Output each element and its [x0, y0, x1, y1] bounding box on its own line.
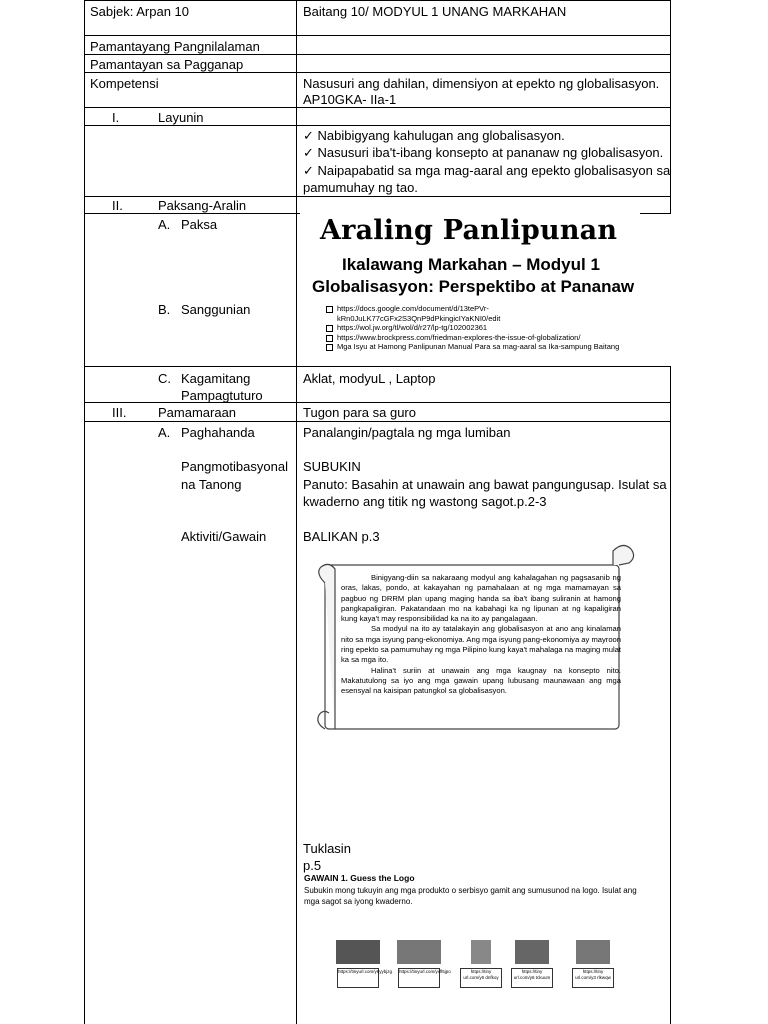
subsection-a-number: A. — [158, 217, 171, 232]
tuklasin-label: Tuklasin — [303, 841, 351, 856]
subsection-b-number: B. — [158, 302, 171, 317]
row-line — [84, 35, 671, 36]
motivation-label-continued: na Tanong — [181, 477, 242, 492]
competency-text: Nasusuri ang dahilan, dimensiyon at epekto ng globalisasyon. — [303, 76, 660, 91]
passage-paragraph: Sa modyul na ito ay tatalakayin ang globalisasyon at ano ang kinalaman nito sa mga isyung pang-ekonomiya. Ang mga isyung pang-ekonomiya ay mayroon ring epekto sa pamumuhay ng mga Pilipino kung kaya't mahalaga na maging mulat ka sa mga ito. — [341, 624, 621, 665]
objective-item: ✓ Nasusuri iba't-ibang konsepto at pananaw ng globalisasyon. — [303, 145, 664, 160]
table-left-border — [84, 0, 85, 1024]
logo-item-4 — [509, 940, 555, 988]
gawain-instructions: Subukin mong tukuyin ang mga produkto o serbisyo gamit ang sumusunod na logo. Isulat ang — [304, 886, 637, 895]
logo-item-5 — [570, 940, 616, 988]
banner-quarter-module: Ikalawang Markahan – Modyul 1 — [342, 255, 600, 274]
grade-module-label: Baitang 10/ MODYUL 1 UNANG MARKAHAN — [303, 4, 567, 19]
logo-link-label: https://tiny url.com/y3 rlkwqw — [572, 968, 614, 988]
logo-item-3 — [458, 940, 504, 988]
table-right-border-bottom — [670, 366, 671, 1024]
reference-list — [324, 304, 619, 352]
subject-label: Sabjek: Arpan 10 — [90, 4, 190, 19]
reference-item-continued[interactable]: kRn0JuLK77cGFx2S3QnP9dPkingicIYaKNI0/edit — [337, 313, 501, 323]
row-line — [84, 366, 671, 367]
objective-item: ✓ Naipapabatid sa mga mag-aaral ang epekto globalisasyon sa — [303, 163, 671, 178]
reference-item: Mga Isyu at Hamong Panlipunan Manual Para sa mag-aaral sa Ika-sampung Baitang — [324, 342, 619, 352]
subsection-c-number: C. — [158, 371, 171, 386]
banner-topic: Globalisasyon: Perspektibo at Pananaw — [312, 277, 635, 296]
performance-standard-label: Pamantayan sa Pagganap — [90, 57, 244, 72]
preparation-value: Panalangin/pagtala ng mga lumiban — [303, 425, 511, 440]
section-2-number: II. — [112, 198, 123, 213]
tuklasin-page: p.5 — [303, 858, 322, 873]
logo-link-label: https://tinyurl.com/y8yybjzg — [337, 968, 379, 988]
subukin-heading: SUBUKIN — [303, 459, 361, 474]
gawain-instructions-continued: mga sagot sa iyong kwaderno. — [304, 897, 413, 906]
materials-label-continued: Pampagtuturo — [181, 388, 263, 403]
panuto-text-continued: kwaderno ang titik ng wastong sagot.p.2-3 — [303, 494, 547, 509]
preparation-label: Paghahanda — [181, 425, 255, 440]
activity-label: Aktiviti/Gawain — [181, 529, 267, 544]
logo-image — [397, 940, 441, 964]
panuto-text: Panuto: Basahin at unawain ang bawat pangungusap. Isulat sa — [303, 477, 667, 492]
balikan-passage — [341, 573, 621, 697]
section-1-label: Layunin — [158, 110, 204, 125]
logo-image — [336, 940, 380, 964]
row-line — [84, 402, 671, 403]
reference-item[interactable]: https://www.brockpress.com/friedman-explores-the-issue-of-globalization/ — [324, 333, 619, 343]
competency-code: AP10GKA- IIa-1 — [303, 92, 397, 107]
reference-item[interactable]: https://wol.jw.org/tl/wol/d/r27/lp-tg/102002361 — [324, 323, 619, 333]
logo-item-1 — [335, 940, 393, 988]
logo-image — [515, 940, 549, 964]
logo-item-2 — [396, 940, 451, 988]
banner-title: Araling Panlipunan — [320, 215, 618, 246]
logo-link-label: https://tiny url.com/y6 tckuum — [511, 968, 553, 988]
logo-image — [471, 940, 491, 964]
references-label: Sanggunian — [181, 302, 251, 317]
section-2-label: Paksang-Aralin — [158, 198, 247, 213]
materials-label: Kagamitang — [181, 371, 251, 386]
objective-item-continued: pamumuhay ng tao. — [303, 180, 418, 195]
row-line — [84, 421, 671, 422]
table-column-divider — [296, 0, 297, 1024]
motivation-label: Pangmotibasyonal — [181, 459, 288, 474]
teacher-response-header: Tugon para sa guro — [303, 405, 416, 420]
reference-item[interactable]: https://docs.google.com/document/d/13tePVr- — [324, 304, 619, 314]
section-1-number: I. — [112, 110, 120, 125]
materials-value: Aklat, modyuL , Laptop — [303, 371, 436, 386]
section-3-number: III. — [112, 405, 127, 420]
objective-item: ✓ Nabibigyang kahulugan ang globalisasyon. — [303, 128, 565, 143]
section-3-label: Pamamaraan — [158, 405, 237, 420]
subsection-a-number: A. — [158, 425, 171, 440]
logo-link-label: https://tiny url.com/y6 dnfkoy — [460, 968, 502, 988]
passage-paragraph: Halina't suriin at unawain ang mga kaugnay na konsepto nito. Makatutulong sa iyo ang mga gawain upang lubusang maunawaan ang mga esensyal na kaisipan patungkol sa globalisasyon. — [341, 665, 621, 696]
row-line — [84, 0, 671, 1]
gawain-title: GAWAIN 1. Guess the Logo — [304, 873, 415, 883]
gawain-activity — [304, 873, 644, 907]
competency-label: Kompetensi — [90, 76, 159, 91]
topic-label: Paksa — [181, 217, 218, 232]
passage-paragraph: Binigyang-diin sa nakaraang modyul ang kahalagahan ng pagsasanib ng oras, lakas, pondo, at kakayahan ng pamahalaan at ng mga mamamayan sa pagbuo ng DRRM plan upang maging handa sa iba't ibang suliranin at hamong pangkapaligiran. Pakatandaan mo na kabahagi ka ng lipunan at ng kapaligiran kung kaya't may responsibilidad ka na ito ay pangalagaan. — [341, 573, 621, 624]
module-cover-banner — [300, 211, 640, 366]
logo-image — [576, 940, 610, 964]
logo-link-label: https://tinyurl.com/yxfl5jpo — [398, 968, 440, 988]
balikan-label: BALIKAN p.3 — [303, 529, 380, 544]
content-standard-label: Pamantayang Pangnilalaman — [90, 39, 260, 54]
